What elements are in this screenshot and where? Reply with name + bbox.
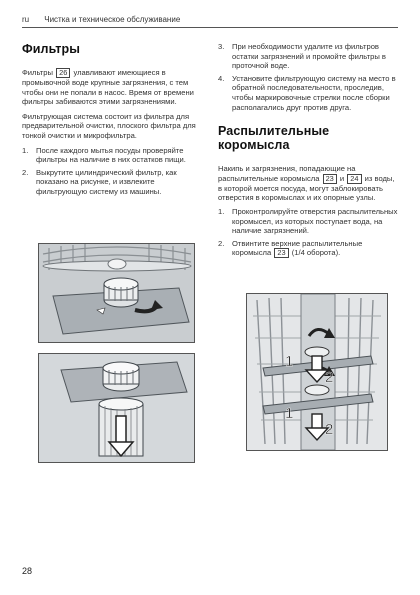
ref-box-26: 26 — [56, 68, 70, 78]
filters-step-4 — [218, 74, 400, 112]
filter-removal-illustration — [38, 243, 195, 343]
spray-intro-end: из воды, в которой моется посуда, могут заблокировать отверстия в коромыслах и их опорные узлы. — [218, 173, 395, 203]
step-text: Выкрутите цилиндрический фильтр, как показано на рисунке, и извлеките фильтрующую систему из машины. — [36, 167, 177, 196]
spray-intro-start: Накипь и загрязнения, попадающие на распылительные коромысла — [218, 164, 356, 183]
filters-step-1 — [22, 146, 207, 165]
running-header — [22, 15, 180, 24]
step-text-end: (1/4 оборота). — [291, 248, 341, 258]
spray-arms-intro — [218, 164, 400, 203]
step-number: 1. — [218, 206, 225, 216]
filters-step-3 — [218, 42, 400, 71]
step-label-1-bottom: 1 — [285, 405, 294, 422]
filters-steps — [22, 146, 207, 197]
filters-paragraph-2: Фильтрующая система состоит из фильтра для предварительной очистки, плоского фильтра для тонкой очистки и микрофильтра. — [22, 111, 196, 140]
step-text: Проконтролируйте отверстия распылительных коромысел, из которых поступает вода, на наличие загрязнений. — [232, 206, 398, 236]
filters-para1-start: Фильтры — [22, 68, 53, 77]
step-label-2-bottom: 2 — [325, 421, 334, 438]
spray-arm-illustration — [246, 293, 388, 451]
spray-arms-heading: Распылительные коромысла — [218, 124, 330, 153]
spray-step-2 — [218, 239, 400, 259]
step-number: 2. — [22, 167, 29, 177]
step-number: 3. — [218, 42, 225, 51]
filters-step-2 — [22, 168, 207, 197]
ref-box-24: 24 — [347, 174, 361, 184]
step-label-1-top: 1 — [285, 353, 294, 370]
filters-heading: Фильтры — [22, 42, 81, 56]
right-column — [218, 42, 400, 261]
filters-section — [22, 42, 207, 200]
filter-system-drawing — [39, 354, 194, 462]
spray-intro-and: и — [339, 173, 345, 183]
step-text: Установите фильтрующую систему на место в обратной последовательности, проследив, чтобы маркировочные стрелки после сборки располагались друг против друга. — [232, 73, 396, 112]
step-label-2-top: 2 — [325, 369, 334, 386]
filters-steps-continued — [218, 42, 400, 112]
ref-box-23-step: 23 — [274, 248, 288, 258]
step-text: После каждого мытья посуды проверяйте фильтры на наличие в них остатков пищи. — [36, 145, 186, 165]
filter-removal-drawing — [39, 244, 194, 342]
spray-step-1 — [218, 207, 400, 236]
step-number: 4. — [218, 73, 225, 83]
section-title: Чистка и техническое обслуживание — [44, 15, 181, 24]
header-rule — [22, 27, 398, 28]
language-code: ru — [22, 15, 30, 24]
spray-arm-drawing — [247, 294, 387, 450]
filters-para1-end: улавливают имеющиеся в промывочной воде крупные загрязнения, с тем чтобы они не попали в насос. Время от времени фильтры забиваются этими загрязнениями. — [22, 68, 194, 107]
step-number: 1. — [22, 145, 29, 155]
ref-box-23: 23 — [323, 174, 337, 184]
page-number: 28 — [22, 566, 33, 576]
spray-steps — [218, 207, 400, 258]
filters-paragraph-1 — [22, 68, 207, 107]
filter-system-illustration — [38, 353, 195, 463]
step-number: 2. — [218, 238, 225, 248]
step-text: Отвинтите верхние распылительные коромысла — [232, 238, 363, 258]
step-text: При необходимости удалите из фильтров остатки загрязнений и промойте фильтры в проточной воде. — [232, 42, 386, 71]
